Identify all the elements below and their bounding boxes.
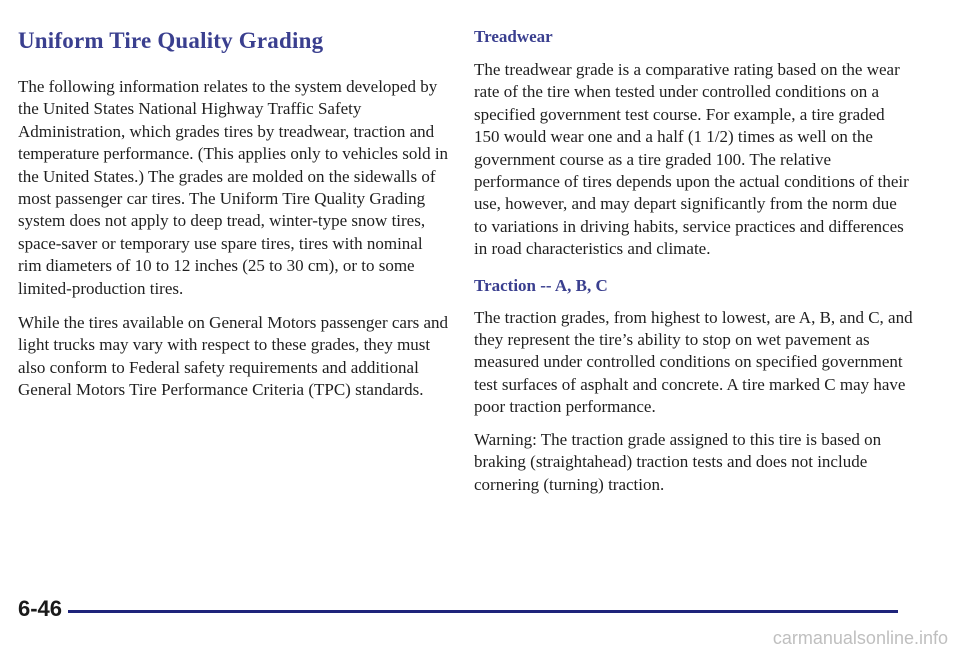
page-title: Uniform Tire Quality Grading (18, 28, 324, 53)
left-column (18, 26, 450, 402)
gm-standards-paragraph: While the tires available on General Motors passenger cars and light trucks may vary with respect to these grades, they must also conform to Federal safety requirements and additional General Motors Tire Performance Criteria (TPC) standards. (18, 313, 449, 400)
page-footer (18, 592, 898, 626)
traction-heading: Traction -- A, B, C (474, 275, 608, 295)
treadwear-heading: Treadwear (474, 27, 553, 46)
traction-paragraph: The traction grades, from highest to lowest, are A, B, and C, and they represent the tire’s ability to stop on wet pavement as measured under controlled conditions on specified government test surfaces of asphalt and concrete. A tire marked C may have poor traction performance. (474, 307, 913, 417)
watermark: carmanualsonline.info (772, 628, 948, 648)
page-number: 6-46 (18, 596, 63, 621)
intro-paragraph: The following information relates to the system developed by the United States National Highway Traffic Safety Administration, which grades tires by treadwear, traction and temperature performance. (This applies only to vehicles sold in the United States.) The grades are molded on the sidewalls of most passenger car tires. The Uniform Tire Quality Grading system does not apply to deep tread, winter-type snow tires, space-saver or temporary use spare tires, tires with nominal rim diameters of 10 to 12 inches (25 to 30 cm), or to some limited-production tires. (18, 77, 449, 298)
right-column (474, 26, 914, 496)
footer-rule (68, 610, 898, 613)
treadwear-paragraph: The treadwear grade is a comparative rating based on the wear rate of the tire when tested under controlled conditions on a specified government test course. For example, a tire graded 150 would wear one and a half (1 1/2) times as well on the government course as a tire graded 100. The relative performance of tires depends upon the actual conditions of their use, however, and may depart significantly from the norm due to variations in driving habits, service practices and differences in road characteristics and climate. (474, 60, 909, 259)
warning-paragraph: Warning: The traction grade assigned to this tire is based on braking (straightahead) traction tests and does not include cornering (turning) traction. (474, 429, 882, 494)
